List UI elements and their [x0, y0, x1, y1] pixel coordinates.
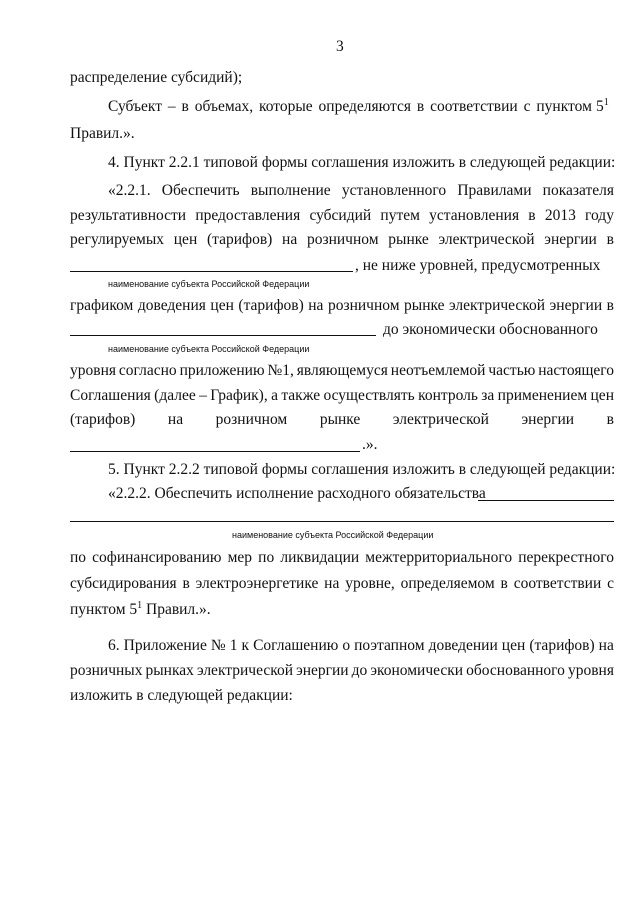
- word: рынке: [319, 411, 361, 428]
- text-line: изложить в следующей редакции:: [70, 687, 293, 704]
- word: предоставления: [195, 207, 301, 224]
- text-line-justified: [70, 297, 614, 315]
- word: №1,: [267, 362, 294, 379]
- word: в: [416, 98, 425, 115]
- word: цен: [590, 387, 614, 404]
- paragraph-5-heading: 5. Пункт 2.2.2 типовой формы соглашения изложить в следующей редакции:: [108, 461, 616, 478]
- word: субсидирования: [70, 575, 177, 592]
- word: «2.2.1.: [108, 182, 151, 199]
- word: электрической: [438, 231, 535, 248]
- text-line-justified: [70, 231, 614, 249]
- word: обоснованного: [466, 662, 565, 679]
- fill-in-line: [70, 521, 614, 522]
- word: –: [167, 98, 176, 115]
- word: выполнение: [250, 182, 331, 199]
- word: в: [181, 98, 189, 115]
- word: к: [241, 637, 250, 654]
- text-line: [596, 98, 609, 116]
- word: уровня: [567, 662, 614, 679]
- word: уровня: [70, 362, 116, 379]
- word: Приложение: [123, 637, 207, 654]
- word: результативности: [70, 207, 187, 224]
- word: электрической: [196, 662, 294, 679]
- word: приложению: [179, 362, 265, 379]
- word: с: [523, 98, 531, 115]
- word: осуществлять: [323, 387, 415, 404]
- paragraph-6-heading: [108, 637, 614, 655]
- word: на: [324, 575, 340, 592]
- word: рынке: [404, 297, 445, 314]
- word: межтерриториального: [365, 549, 513, 566]
- word: перекрестного: [518, 549, 614, 566]
- word: также: [281, 387, 321, 404]
- word: установления: [429, 207, 520, 224]
- text-line: «2.2.2. Обеспечить исполнение расходного обязательства: [108, 485, 486, 502]
- word: Субъект: [108, 98, 162, 115]
- word: цен: [501, 637, 526, 654]
- word: энергии: [544, 231, 597, 248]
- word: по: [70, 549, 87, 566]
- fill-in-line: [478, 500, 614, 501]
- word: электроэнергетике: [195, 575, 319, 592]
- word: частью: [488, 362, 536, 379]
- word: на: [598, 637, 614, 654]
- word: розничном: [306, 231, 379, 248]
- word: соответствии: [430, 98, 518, 115]
- word: (тарифов): [238, 297, 304, 314]
- word: являющемуся: [296, 362, 388, 379]
- word: Соглашения: [70, 387, 151, 404]
- text-line: Правил.».: [70, 125, 135, 142]
- word: настоящего: [538, 362, 614, 379]
- word: в: [528, 207, 536, 224]
- word: энергии: [296, 662, 349, 679]
- fill-in-line: [70, 335, 376, 336]
- paragraph-4-heading: 4. Пункт 2.2.1 типовой формы соглашения изложить в следующей редакции:: [108, 154, 616, 171]
- word: контроль: [418, 387, 478, 404]
- word: (далее: [154, 387, 196, 404]
- text-fragment: Правил.».: [142, 601, 211, 618]
- word: доведения: [137, 297, 206, 314]
- word: (тарифов): [70, 411, 136, 428]
- text-line-justified: [70, 411, 614, 429]
- word: энергии: [549, 297, 603, 314]
- word: в: [606, 297, 614, 314]
- caption-subject-name: наименование субъекта Российской Федерации: [108, 344, 310, 354]
- word: определяемом: [400, 575, 495, 592]
- word: объемах,: [194, 98, 254, 115]
- caption-subject-name: наименование субъекта Российской Федерации: [232, 530, 434, 540]
- text-line-justified: [70, 207, 614, 225]
- footnote-number: 5: [596, 98, 604, 115]
- word: году: [585, 207, 614, 224]
- text-line-justified: [70, 387, 614, 405]
- fill-in-line: [70, 271, 353, 272]
- word: рынках: [145, 662, 194, 679]
- word: о: [342, 637, 351, 654]
- word: –: [199, 387, 207, 404]
- word: уровне,: [345, 575, 395, 592]
- word: электрической: [392, 411, 489, 428]
- word: в: [500, 575, 508, 592]
- word: экономически: [370, 662, 464, 679]
- word: мер: [227, 549, 253, 566]
- text-line: до экономически обоснованного: [383, 321, 598, 338]
- word: на: [308, 297, 324, 314]
- word: пунктом: [536, 98, 592, 115]
- word: доведении: [428, 637, 498, 654]
- superscript: 1: [603, 96, 609, 108]
- word: цен: [210, 297, 234, 314]
- word: №: [210, 637, 226, 654]
- word: которые: [259, 98, 313, 115]
- word: а: [271, 387, 278, 404]
- word: розничном: [215, 411, 288, 428]
- word: показателя: [542, 182, 614, 199]
- text-line-justified: [70, 549, 614, 567]
- word: энергии: [521, 411, 575, 428]
- word: субсидий: [309, 207, 372, 224]
- text-line: [70, 601, 211, 619]
- word: розничных: [70, 662, 143, 679]
- word: розничном: [327, 297, 400, 314]
- word: применением: [497, 387, 588, 404]
- text-line: , не ниже уровней, предусмотренных: [355, 257, 601, 274]
- word: за: [481, 387, 495, 404]
- text-line: .».: [362, 436, 378, 453]
- word: регулируемых: [70, 231, 165, 248]
- word: График),: [210, 387, 268, 404]
- word: 6.: [108, 637, 120, 654]
- word: графиком: [70, 297, 134, 314]
- word: ликвидации: [280, 549, 360, 566]
- text-line-justified: [108, 182, 614, 200]
- word: Соглашению: [253, 637, 339, 654]
- word: согласно: [118, 362, 177, 379]
- word: рынке: [388, 231, 429, 248]
- word: в: [182, 575, 190, 592]
- text-fragment: пунктом 5: [70, 601, 138, 618]
- superscript: 1: [137, 599, 143, 611]
- fill-in-line: [70, 451, 360, 452]
- word: до: [351, 662, 368, 679]
- word: цен: [173, 231, 198, 248]
- word: определяются: [318, 98, 411, 115]
- word: в: [606, 411, 614, 428]
- word: софинансированию: [92, 549, 222, 566]
- page-number: 3: [336, 38, 344, 55]
- word: с: [607, 575, 614, 592]
- word: электрической: [449, 297, 546, 314]
- text-line: распределение субсидий);: [70, 69, 243, 86]
- word: (тарифов): [206, 231, 273, 248]
- word: по: [258, 549, 275, 566]
- word: путем: [380, 207, 420, 224]
- word: установленного: [341, 182, 447, 199]
- word: на: [282, 231, 298, 248]
- word: в: [606, 231, 614, 248]
- word: (тарифов): [529, 637, 595, 654]
- text-line-justified: [108, 98, 592, 116]
- word: на: [167, 411, 184, 428]
- word: Обеспечить: [161, 182, 240, 199]
- word: соответствии: [513, 575, 602, 592]
- text-line-justified: [70, 575, 614, 593]
- caption-subject-name: наименование субъекта Российской Федерации: [108, 279, 310, 289]
- word: поэтапном: [354, 637, 425, 654]
- word: неотъемлемой: [390, 362, 486, 379]
- text-line-justified: [70, 362, 614, 380]
- word: Правилами: [457, 182, 532, 199]
- word: 1: [229, 637, 238, 654]
- word: 2013: [544, 207, 576, 224]
- text-line-justified: [70, 662, 614, 680]
